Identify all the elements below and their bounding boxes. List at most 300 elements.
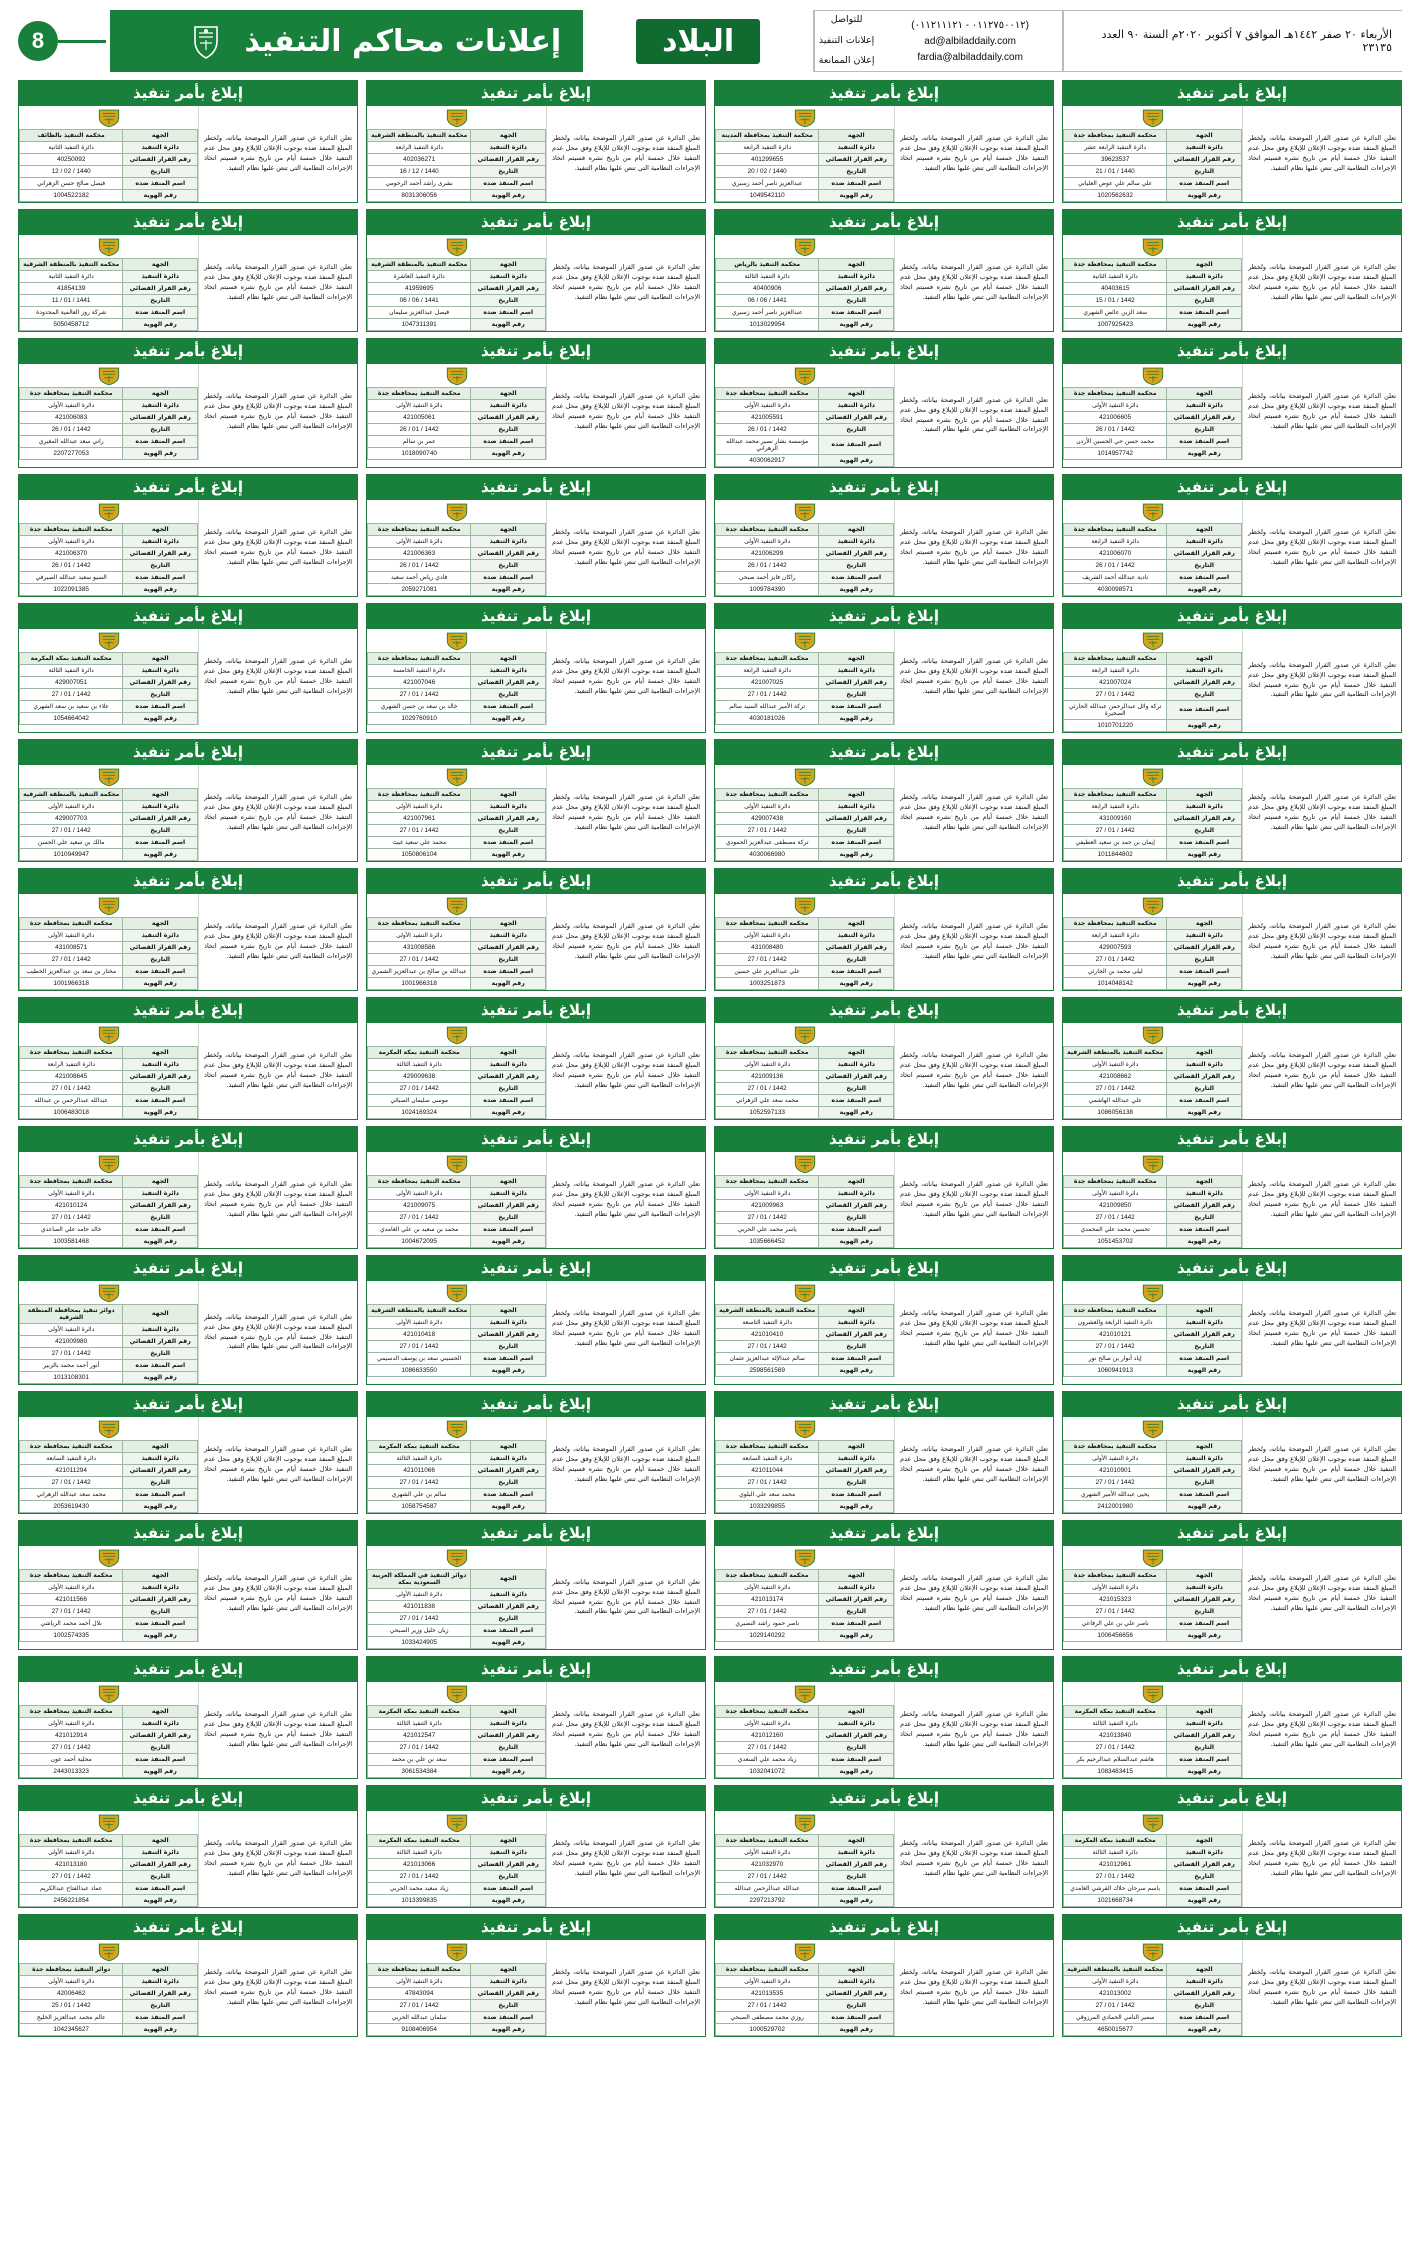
- notice-card: [366, 1656, 706, 1779]
- label-id-number: رقم الهوية: [819, 978, 894, 990]
- label-id-number: رقم الهوية: [1167, 1365, 1242, 1377]
- notice-title: إبلاغ بأمر تنفيذ: [367, 1392, 705, 1417]
- value-defendant: عبدالله عبدالرحمن بن عبدالله: [20, 1095, 123, 1107]
- notice-card: [1062, 997, 1402, 1120]
- label-department: دائرة التنفيذ: [1167, 1059, 1242, 1071]
- label-department: دائرة التنفيذ: [819, 665, 894, 677]
- value-entity: محكمة التنفيذ بمحافظة جدة: [716, 1570, 819, 1582]
- notice-fields-table: [1063, 387, 1242, 460]
- value-date: 27 / 01 / 1442: [368, 954, 471, 966]
- value-decision-number: 40403615: [1064, 283, 1167, 295]
- label-decision-number: رقم القرار القضائي: [123, 283, 198, 295]
- value-entity: محكمة التنفيذ بمكة المكرمة: [368, 1441, 471, 1453]
- label-defendant: اسم المنفذ ضده: [819, 436, 894, 455]
- notice-fields-table: [367, 1046, 546, 1119]
- label-date: التاريخ: [123, 954, 198, 966]
- label-decision-number: رقم القرار القضائي: [123, 154, 198, 166]
- value-id-number: 2443013323: [20, 1766, 123, 1778]
- label-entity: الجهة: [123, 130, 198, 142]
- value-entity: محكمة التنفيذ بمحافظة جدة: [1064, 1305, 1167, 1317]
- notice-title: إبلاغ بأمر تنفيذ: [367, 1657, 705, 1682]
- notice-body-text: تعلن الدائرة عن صدور القرار الموضحة بياناته، وتُخطر المبلغ المنفذ ضده بوجوب الإعلان للإبلاغ وفق محل عدم التنفيذ خلال خمسة أيام من تاريخ نشره فسيتم اتخاذ الإجراءات النظامية التي تنص عليها نظام التنفيذ.: [1242, 1940, 1401, 2036]
- notice-body-text: تعلن الدائرة عن صدور القرار الموضحة بياناته، وتُخطر المبلغ المنفذ ضده بوجوب الإعلان للإبلاغ وفق محل عدم التنفيذ خلال خمسة أيام من تاريخ نشره فسيتم اتخاذ الإجراءات النظامية التي تنص عليها نظام التنفيذ.: [894, 1682, 1053, 1778]
- value-id-number: 1054664042: [20, 713, 123, 725]
- label-entity: الجهة: [123, 259, 198, 271]
- notice-body-text: تعلن الدائرة عن صدور القرار الموضحة بياناته، وتُخطر المبلغ المنفذ ضده بوجوب الإعلان للإبلاغ وفق محل عدم التنفيذ خلال خمسة أيام من تاريخ نشره فسيتم اتخاذ الإجراءات النظامية التي تنص عليها نظام التنفيذ.: [198, 1546, 357, 1642]
- value-id-number: 1003251873: [716, 978, 819, 990]
- value-date: 27 / 01 / 1442: [716, 689, 819, 701]
- value-entity: محكمة التنفيذ بمحافظة جدة: [20, 1706, 123, 1718]
- value-entity: محكمة التنفيذ بمحافظة جدة: [716, 918, 819, 930]
- label-defendant: اسم المنفذ ضده: [1167, 701, 1242, 720]
- value-defendant: ياسر محمد علي الحربي: [716, 1224, 819, 1236]
- court-emblem-icon: [367, 1940, 546, 1963]
- label-id-number: رقم الهوية: [471, 1107, 546, 1119]
- label-department: دائرة التنفيذ: [819, 1453, 894, 1465]
- court-emblem-icon: [715, 235, 894, 258]
- label-id-number: رقم الهوية: [471, 190, 546, 202]
- notice-fields-table: [1063, 917, 1242, 990]
- label-department: دائرة التنفيذ: [471, 1317, 546, 1329]
- value-date: 27 / 01 / 1442: [20, 1083, 123, 1095]
- value-defendant: عبدالله عبدالرحمن عبدالله: [716, 1883, 819, 1895]
- value-id-number: 2053619430: [20, 1501, 123, 1513]
- value-department: دائرة التنفيذ الأولى: [20, 400, 123, 412]
- value-id-number: 2297213792: [716, 1895, 819, 1907]
- label-defendant: اسم المنفذ ضده: [819, 307, 894, 319]
- value-department: دائرة التنفيذ الأولى: [716, 1188, 819, 1200]
- label-id-number: رقم الهوية: [471, 1236, 546, 1248]
- value-id-number: 5050458712: [20, 319, 123, 331]
- value-entity: محكمة التنفيذ بمحافظة جدة: [20, 1441, 123, 1453]
- value-entity: محكمة التنفيذ بمحافظة جدة: [368, 653, 471, 665]
- value-defendant: علاء بن سعيد بن سعد الشهري: [20, 701, 123, 713]
- value-decision-number: 41959695: [368, 283, 471, 295]
- label-date: التاريخ: [471, 295, 546, 307]
- label-entity: الجهة: [1167, 789, 1242, 801]
- value-department: دائرة التنفيذ الثالثة: [368, 1059, 471, 1071]
- court-emblem-icon: [19, 106, 198, 129]
- label-defendant: اسم المنفذ ضده: [1167, 1883, 1242, 1895]
- value-id-number: 4650015677: [1064, 2024, 1167, 2036]
- value-decision-number: 41854139: [20, 283, 123, 295]
- value-defendant: إياد أنوار بن صالح نور: [1064, 1353, 1167, 1365]
- value-defendant: نادية عبدالله أحمد الشريف: [1064, 572, 1167, 584]
- notice-card: [1062, 209, 1402, 332]
- notice-card: [1062, 474, 1402, 597]
- label-decision-number: رقم القرار القضائي: [471, 548, 546, 560]
- label-decision-number: رقم القرار القضائي: [123, 677, 198, 689]
- value-id-number: 3061534384: [368, 1766, 471, 1778]
- value-id-number: 1050806104: [368, 849, 471, 861]
- label-defendant: اسم المنفذ ضده: [123, 2012, 198, 2024]
- value-id-number: 1051453702: [1064, 1236, 1167, 1248]
- value-decision-number: 421005061: [368, 412, 471, 424]
- notice-body-text: تعلن الدائرة عن صدور القرار الموضحة بياناته، وتُخطر المبلغ المنفذ ضده بوجوب الإعلان للإبلاغ وفق محل عدم التنفيذ خلال خمسة أيام من تاريخ نشره فسيتم اتخاذ الإجراءات النظامية التي تنص عليها نظام التنفيذ.: [198, 106, 357, 202]
- label-decision-number: رقم القرار القضائي: [123, 412, 198, 424]
- value-entity: محكمة التنفيذ بمكة المكرمة: [368, 1706, 471, 1718]
- notice-title: إبلاغ بأمر تنفيذ: [1063, 1127, 1401, 1152]
- notice-card: [714, 997, 1054, 1120]
- label-entity: الجهة: [123, 524, 198, 536]
- label-department: دائرة التنفيذ: [1167, 930, 1242, 942]
- value-decision-number: 421011044: [716, 1465, 819, 1477]
- value-defendant: السيو سعيد عبدالله الصيرفي: [20, 572, 123, 584]
- label-defendant: اسم المنفذ ضده: [819, 2012, 894, 2024]
- value-entity: محكمة التنفيذ بالمنطقة الشرقية: [20, 259, 123, 271]
- notice-body-text: تعلن الدائرة عن صدور القرار الموضحة بياناته، وتُخطر المبلغ المنفذ ضده بوجوب الإعلان للإبلاغ وفق محل عدم التنفيذ خلال خمسة أيام من تاريخ نشره فسيتم اتخاذ الإجراءات النظامية التي تنص عليها نظام التنفيذ.: [198, 1940, 357, 2036]
- value-entity: محكمة التنفيذ بمحافظة جدة: [368, 789, 471, 801]
- label-department: دائرة التنفيذ: [1167, 142, 1242, 154]
- label-defendant: اسم المنفذ ضده: [1167, 572, 1242, 584]
- notice-card: [714, 1656, 1054, 1779]
- notice-body-text: تعلن الدائرة عن صدور القرار الموضحة بياناته، وتُخطر المبلغ المنفذ ضده بوجوب الإعلان للإبلاغ وفق محل عدم التنفيذ خلال خمسة أيام من تاريخ نشره فسيتم اتخاذ الإجراءات النظامية التي تنص عليها نظام التنفيذ.: [894, 500, 1053, 596]
- notice-card: [18, 868, 358, 991]
- label-entity: الجهة: [1167, 1047, 1242, 1059]
- label-decision-number: رقم القرار القضائي: [1167, 412, 1242, 424]
- notice-fields-table: [1063, 1046, 1242, 1119]
- value-date: 16 / 12 / 1440: [368, 166, 471, 178]
- label-defendant: اسم المنفذ ضده: [471, 1095, 546, 1107]
- notice-card: [1062, 603, 1402, 733]
- label-date: التاريخ: [471, 560, 546, 572]
- label-decision-number: رقم القرار القضائي: [819, 1988, 894, 2000]
- notice-body-text: تعلن الدائرة عن صدور القرار الموضحة بياناته، وتُخطر المبلغ المنفذ ضده بوجوب الإعلان للإبلاغ وفق محل عدم التنفيذ خلال خمسة أيام من تاريخ نشره فسيتم اتخاذ الإجراءات النظامية التي تنص عليها نظام التنفيذ.: [1242, 1811, 1401, 1907]
- value-date: 15 / 01 / 1442: [1064, 295, 1167, 307]
- notice-body-text: تعلن الدائرة عن صدور القرار الموضحة بياناته، وتُخطر المبلغ المنفذ ضده بوجوب الإعلان للإبلاغ وفق محل عدم التنفيذ خلال خمسة أيام من تاريخ نشره فسيتم اتخاذ الإجراءات النظامية التي تنص عليها نظام التنفيذ.: [1242, 629, 1401, 732]
- notice-body-text: تعلن الدائرة عن صدور القرار الموضحة بياناته، وتُخطر المبلغ المنفذ ضده بوجوب الإعلان للإبلاغ وفق محل عدم التنفيذ خلال خمسة أيام من تاريخ نشره فسيتم اتخاذ الإجراءات النظامية التي تنص عليها نظام التنفيذ.: [198, 1417, 357, 1513]
- label-decision-number: رقم القرار القضائي: [819, 283, 894, 295]
- label-id-number: رقم الهوية: [1167, 2024, 1242, 2036]
- value-defendant: فيصل عبدالعزيز سليمان: [368, 307, 471, 319]
- notice-body-text: تعلن الدائرة عن صدور القرار الموضحة بياناته، وتُخطر المبلغ المنفذ ضده بوجوب الإعلان للإبلاغ وفق محل عدم التنفيذ خلال خمسة أيام من تاريخ نشره فسيتم اتخاذ الإجراءات النظامية التي تنص عليها نظام التنفيذ.: [894, 1417, 1053, 1513]
- label-decision-number: رقم القرار القضائي: [819, 154, 894, 166]
- value-id-number: 1049542110: [716, 190, 819, 202]
- notice-fields-table: [1063, 1569, 1242, 1642]
- label-decision-number: رقم القرار القضائي: [471, 1465, 546, 1477]
- value-entity: محكمة التنفيذ بمحافظة جدة: [368, 918, 471, 930]
- label-decision-number: رقم القرار القضائي: [1167, 1329, 1242, 1341]
- value-decision-number: 42006462: [20, 1988, 123, 2000]
- value-entity: محكمة التنفيذ بمحافظة جدة: [1064, 1176, 1167, 1188]
- label-date: التاريخ: [471, 1613, 546, 1625]
- notice-fields-table: [715, 652, 894, 725]
- value-date: 27 / 01 / 1442: [20, 954, 123, 966]
- value-date: 27 / 01 / 1442: [1064, 1083, 1167, 1095]
- label-department: دائرة التنفيذ: [123, 1188, 198, 1200]
- label-id-number: رقم الهوية: [471, 849, 546, 861]
- value-decision-number: 421013840: [1064, 1730, 1167, 1742]
- notice-fields-table: [1063, 788, 1242, 861]
- notice-card: [1062, 1391, 1402, 1514]
- value-id-number: 1058754587: [368, 1501, 471, 1513]
- notice-body-text: تعلن الدائرة عن صدور القرار الموضحة بياناته، وتُخطر المبلغ المنفذ ضده بوجوب الإعلان للإبلاغ وفق محل عدم التنفيذ خلال خمسة أيام من تاريخ نشره فسيتم اتخاذ الإجراءات النظامية التي تنص عليها نظام التنفيذ.: [894, 1940, 1053, 2036]
- court-emblem-icon: [367, 235, 546, 258]
- value-entity: محكمة التنفيذ بمكة المكرمة: [368, 1047, 471, 1059]
- value-department: دائرة التنفيذ الأولى: [20, 1188, 123, 1200]
- value-entity: محكمة التنفيذ بمحافظة جدة: [716, 524, 819, 536]
- label-defendant: اسم المنفذ ضده: [471, 1489, 546, 1501]
- value-date: 27 / 01 / 1442: [368, 1613, 471, 1625]
- notice-body-text: تعلن الدائرة عن صدور القرار الموضحة بياناته، وتُخطر المبلغ المنفذ ضده بوجوب الإعلان للإبلاغ وفق محل عدم التنفيذ خلال خمسة أيام من تاريخ نشره فسيتم اتخاذ الإجراءات النظامية التي تنص عليها نظام التنفيذ.: [546, 364, 705, 460]
- value-entity: محكمة التنفيذ بمحافظة جدة: [1064, 918, 1167, 930]
- value-id-number: 1024169324: [368, 1107, 471, 1119]
- label-entity: الجهة: [819, 1047, 894, 1059]
- value-decision-number: 421007046: [368, 677, 471, 689]
- label-date: التاريخ: [819, 1212, 894, 1224]
- notice-title: إبلاغ بأمر تنفيذ: [367, 1786, 705, 1811]
- label-defendant: اسم المنفذ ضده: [471, 966, 546, 978]
- value-decision-number: 47843094: [368, 1988, 471, 2000]
- value-department: دائرة التنفيذ الثالثة: [716, 271, 819, 283]
- label-id-number: رقم الهوية: [471, 1365, 546, 1377]
- label-entity: الجهة: [471, 1964, 546, 1976]
- court-emblem-icon: [367, 629, 546, 652]
- label-id-number: رقم الهوية: [471, 2024, 546, 2036]
- label-date: التاريخ: [1167, 1742, 1242, 1754]
- notice-title: إبلاغ بأمر تنفيذ: [715, 740, 1053, 765]
- contact-email-1: ad@albiladdaily.com: [924, 35, 1016, 47]
- value-entity: محكمة التنفيذ بمحافظة جدة: [368, 388, 471, 400]
- label-id-number: رقم الهوية: [1167, 1766, 1242, 1778]
- contact-phones: (٠١١٢٧٥٠٠١٢ - ٠١١٢١١١٢١): [911, 19, 1029, 31]
- notice-title: إبلاغ بأمر تنفيذ: [1063, 210, 1401, 235]
- value-date: 27 / 01 / 1442: [368, 1341, 471, 1353]
- label-entity: الجهة: [123, 918, 198, 930]
- label-defendant: اسم المنفذ ضده: [471, 1353, 546, 1365]
- label-department: دائرة التنفيذ: [819, 1847, 894, 1859]
- notice-title: إبلاغ بأمر تنفيذ: [1063, 1657, 1401, 1682]
- notice-body-text: تعلن الدائرة عن صدور القرار الموضحة بياناته، وتُخطر المبلغ المنفذ ضده بوجوب الإعلان للإبلاغ وفق محل عدم التنفيذ خلال خمسة أيام من تاريخ نشره فسيتم اتخاذ الإجراءات النظامية التي تنص عليها نظام التنفيذ.: [198, 1811, 357, 1907]
- value-id-number: 1004522182: [20, 190, 123, 202]
- label-date: التاريخ: [1167, 1477, 1242, 1489]
- label-defendant: اسم المنفذ ضده: [1167, 1754, 1242, 1766]
- court-emblem-icon: [715, 364, 894, 387]
- label-decision-number: رقم القرار القضائي: [471, 813, 546, 825]
- label-defendant: اسم المنفذ ضده: [819, 1224, 894, 1236]
- value-entity: محكمة التنفيذ بمحافظة جدة: [1064, 653, 1167, 665]
- label-entity: الجهة: [123, 653, 198, 665]
- notice-title: إبلاغ بأمر تنفيذ: [19, 1915, 357, 1940]
- value-defendant: تركة مصطفى عبدالعزيز الحمودي: [716, 837, 819, 849]
- value-department: دائرة التنفيذ الأولى: [1064, 1059, 1167, 1071]
- value-date: 26 / 01 / 1442: [20, 560, 123, 572]
- value-department: دائرة التنفيذ الأولى: [716, 930, 819, 942]
- value-decision-number: 429007593: [1064, 942, 1167, 954]
- label-department: دائرة التنفيذ: [819, 1976, 894, 1988]
- court-emblem-icon: [19, 765, 198, 788]
- value-date: 27 / 01 / 1442: [20, 1871, 123, 1883]
- value-decision-number: 401299655: [716, 154, 819, 166]
- label-defendant: اسم المنفذ ضده: [1167, 1224, 1242, 1236]
- label-department: دائرة التنفيذ: [123, 1847, 198, 1859]
- label-entity: الجهة: [123, 1835, 198, 1847]
- notice-fields-table: [19, 1440, 198, 1513]
- court-emblem-icon: [19, 1281, 198, 1304]
- value-date: 27 / 01 / 1442: [20, 689, 123, 701]
- label-id-number: رقم الهوية: [819, 849, 894, 861]
- label-date: التاريخ: [1167, 825, 1242, 837]
- label-decision-number: رقم القرار القضائي: [1167, 1594, 1242, 1606]
- label-department: دائرة التنفيذ: [471, 400, 546, 412]
- notice-card: [1062, 1255, 1402, 1385]
- value-defendant: علي عبدالله الهاشمي: [1064, 1095, 1167, 1107]
- label-decision-number: رقم القرار القضائي: [123, 1730, 198, 1742]
- value-entity: دوائر تنفيذ بمحافظة المنطقة الشرقية: [20, 1305, 123, 1324]
- value-date: 27 / 01 / 1442: [716, 954, 819, 966]
- notice-card: [18, 603, 358, 733]
- label-department: دائرة التنفيذ: [123, 801, 198, 813]
- label-date: التاريخ: [1167, 1212, 1242, 1224]
- label-date: التاريخ: [819, 2000, 894, 2012]
- value-decision-number: 429009638: [368, 1071, 471, 1083]
- value-id-number: 1033299855: [716, 1501, 819, 1513]
- value-decision-number: 421013535: [716, 1988, 819, 2000]
- value-decision-number: 421012547: [368, 1730, 471, 1742]
- label-department: دائرة التنفيذ: [1167, 801, 1242, 813]
- contact-label-3: إعلان الممانعة: [818, 55, 875, 67]
- label-id-number: رقم الهوية: [123, 1501, 198, 1513]
- value-department: دائرة التنفيذ الأولى: [716, 1718, 819, 1730]
- value-defendant: بشرى راشد أحمد الرحومي: [368, 178, 471, 190]
- notice-body-text: تعلن الدائرة عن صدور القرار الموضحة بياناته، وتُخطر المبلغ المنفذ ضده بوجوب الإعلان للإبلاغ وفق محل عدم التنفيذ خلال خمسة أيام من تاريخ نشره فسيتم اتخاذ الإجراءات النظامية التي تنص عليها نظام التنفيذ.: [1242, 1546, 1401, 1642]
- value-department: دائرة التنفيذ السابعة: [716, 1453, 819, 1465]
- label-defendant: اسم المنفذ ضده: [1167, 837, 1242, 849]
- label-department: دائرة التنفيذ: [819, 1718, 894, 1730]
- label-entity: الجهة: [819, 653, 894, 665]
- value-decision-number: 431008586: [368, 942, 471, 954]
- notice-body-text: تعلن الدائرة عن صدور القرار الموضحة بياناته، وتُخطر المبلغ المنفذ ضده بوجوب الإعلان للإبلاغ وفق محل عدم التنفيذ خلال خمسة أيام من تاريخ نشره فسيتم اتخاذ الإجراءات النظامية التي تنص عليها نظام التنفيذ.: [546, 894, 705, 990]
- notice-fields-table: [715, 1440, 894, 1513]
- notice-body-text: تعلن الدائرة عن صدور القرار الموضحة بياناته، وتُخطر المبلغ المنفذ ضده بوجوب الإعلان للإبلاغ وفق محل عدم التنفيذ خلال خمسة أيام من تاريخ نشره فسيتم اتخاذ الإجراءات النظامية التي تنص عليها نظام التنفيذ.: [894, 1023, 1053, 1119]
- value-entity: محكمة التنفيذ بمحافظة جدة: [1064, 130, 1167, 142]
- label-department: دائرة التنفيذ: [123, 1582, 198, 1594]
- value-department: دائرة التنفيذ الأولى: [1064, 400, 1167, 412]
- value-id-number: 1001966318: [20, 978, 123, 990]
- value-defendant: عالم محمد عبدالعزيز الخليج: [20, 2012, 123, 2024]
- value-id-number: 1011844802: [1064, 849, 1167, 861]
- label-id-number: رقم الهوية: [1167, 1107, 1242, 1119]
- court-emblem-icon: [367, 364, 546, 387]
- value-decision-number: 421009075: [368, 1200, 471, 1212]
- newspaper-logo-text: البلاد: [636, 19, 760, 64]
- label-department: دائرة التنفيذ: [819, 1188, 894, 1200]
- value-date: 27 / 01 / 1442: [1064, 1606, 1167, 1618]
- label-decision-number: رقم القرار القضائي: [123, 942, 198, 954]
- label-department: دائرة التنفيذ: [1167, 1188, 1242, 1200]
- label-defendant: اسم المنفذ ضده: [1167, 1489, 1242, 1501]
- notice-title: إبلاغ بأمر تنفيذ: [1063, 604, 1401, 629]
- value-department: دائرة التنفيذ الأولى: [20, 930, 123, 942]
- notice-card: [18, 1255, 358, 1385]
- label-entity: الجهة: [819, 1305, 894, 1317]
- label-defendant: اسم المنفذ ضده: [471, 572, 546, 584]
- label-date: التاريخ: [123, 689, 198, 701]
- value-date: 27 / 01 / 1442: [1064, 1742, 1167, 1754]
- label-date: التاريخ: [1167, 1083, 1242, 1095]
- notice-title: إبلاغ بأمر تنفيذ: [19, 1657, 357, 1682]
- value-department: دائرة التنفيذ الثالثة: [1064, 1847, 1167, 1859]
- label-defendant: اسم المنفذ ضده: [471, 1883, 546, 1895]
- page-number-badge: [18, 10, 110, 72]
- value-date: 27 / 01 / 1442: [1064, 689, 1167, 701]
- ministry-emblem-icon: [186, 20, 226, 62]
- value-department: دائرة التنفيذ الأولى: [20, 1718, 123, 1730]
- label-id-number: رقم الهوية: [123, 448, 198, 460]
- label-date: التاريخ: [819, 689, 894, 701]
- notice-title: إبلاغ بأمر تنفيذ: [1063, 1392, 1401, 1417]
- court-emblem-icon: [1063, 364, 1242, 387]
- label-id-number: رقم الهوية: [1167, 849, 1242, 861]
- label-defendant: اسم المنفذ ضده: [123, 1618, 198, 1630]
- label-department: دائرة التنفيذ: [1167, 1847, 1242, 1859]
- label-defendant: اسم المنفذ ضده: [819, 1353, 894, 1365]
- notice-title: إبلاغ بأمر تنفيذ: [367, 1127, 705, 1152]
- value-department: دائرة التنفيذ الرابعة: [1064, 930, 1167, 942]
- label-date: التاريخ: [471, 1341, 546, 1353]
- label-department: دائرة التنفيذ: [1167, 1718, 1242, 1730]
- notice-card: [18, 1656, 358, 1779]
- notice-fields-table: [19, 1834, 198, 1907]
- value-entity: محكمة التنفيذ بمحافظة جدة: [1064, 1441, 1167, 1453]
- value-department: دائرة التنفيذ الثالثة: [20, 665, 123, 677]
- notice-card: [18, 1391, 358, 1514]
- value-department: دائرة التنفيذ السابعة: [20, 1453, 123, 1465]
- notice-title: إبلاغ بأمر تنفيذ: [715, 998, 1053, 1023]
- value-department: دائرة التنفيذ الأولى: [716, 400, 819, 412]
- label-department: دائرة التنفيذ: [819, 1059, 894, 1071]
- label-decision-number: رقم القرار القضائي: [819, 1859, 894, 1871]
- court-emblem-icon: [367, 1811, 546, 1834]
- label-entity: الجهة: [123, 1441, 198, 1453]
- label-id-number: رقم الهوية: [1167, 1630, 1242, 1642]
- label-date: التاريخ: [471, 1083, 546, 1095]
- label-defendant: اسم المنفذ ضده: [819, 1754, 894, 1766]
- label-entity: الجهة: [471, 1176, 546, 1188]
- label-date: التاريخ: [819, 1871, 894, 1883]
- court-emblem-icon: [715, 1152, 894, 1175]
- notice-title: إبلاغ بأمر تنفيذ: [1063, 1521, 1401, 1546]
- notice-body-text: تعلن الدائرة عن صدور القرار الموضحة بياناته، وتُخطر المبلغ المنفذ ضده بوجوب الإعلان للإبلاغ وفق محل عدم التنفيذ خلال خمسة أيام من تاريخ نشره فسيتم اتخاذ الإجراءات النظامية التي تنص عليها نظام التنفيذ.: [546, 1152, 705, 1248]
- notice-title: إبلاغ بأمر تنفيذ: [367, 998, 705, 1023]
- court-emblem-icon: [1063, 235, 1242, 258]
- value-entity: محكمة التنفيذ بالمنطقة الشرقية: [716, 1305, 819, 1317]
- court-emblem-icon: [715, 1811, 894, 1834]
- notice-body-text: تعلن الدائرة عن صدور القرار الموضحة بياناته، وتُخطر المبلغ المنفذ ضده بوجوب الإعلان للإبلاغ وفق محل عدم التنفيذ خلال خمسة أيام من تاريخ نشره فسيتم اتخاذ الإجراءات النظامية التي تنص عليها نظام التنفيذ.: [198, 1023, 357, 1119]
- notices-grid: [18, 80, 1402, 2037]
- label-date: التاريخ: [471, 1871, 546, 1883]
- value-department: دائرة التنفيذ الرابعة: [716, 142, 819, 154]
- court-emblem-icon: [367, 106, 546, 129]
- notice-card: [1062, 1656, 1402, 1779]
- value-department: دائرة التنفيذ الأولى: [716, 1976, 819, 1988]
- court-emblem-icon: [1063, 1811, 1242, 1834]
- court-emblem-icon: [367, 1682, 546, 1705]
- value-id-number: 1018090740: [368, 448, 471, 460]
- value-decision-number: 421011838: [368, 1601, 471, 1613]
- notice-title: إبلاغ بأمر تنفيذ: [715, 869, 1053, 894]
- value-defendant: عبدالعزيز ناصر أحمد زسيري: [716, 307, 819, 319]
- notice-title: إبلاغ بأمر تنفيذ: [19, 1786, 357, 1811]
- label-defendant: اسم المنفذ ضده: [123, 436, 198, 448]
- court-emblem-icon: [19, 629, 198, 652]
- notice-card: [1062, 1520, 1402, 1650]
- value-date: 27 / 01 / 1442: [1064, 2000, 1167, 2012]
- notice-body-text: تعلن الدائرة عن صدور القرار الموضحة بياناته، وتُخطر المبلغ المنفذ ضده بوجوب الإعلان للإبلاغ وفق محل عدم التنفيذ خلال خمسة أيام من تاريخ نشره فسيتم اتخاذ الإجراءات النظامية التي تنص عليها نظام التنفيذ.: [1242, 1417, 1401, 1513]
- label-department: دائرة التنفيذ: [123, 1718, 198, 1730]
- label-defendant: اسم المنفذ ضده: [123, 837, 198, 849]
- value-defendant: راني سعد عبدالله المغيري: [20, 436, 123, 448]
